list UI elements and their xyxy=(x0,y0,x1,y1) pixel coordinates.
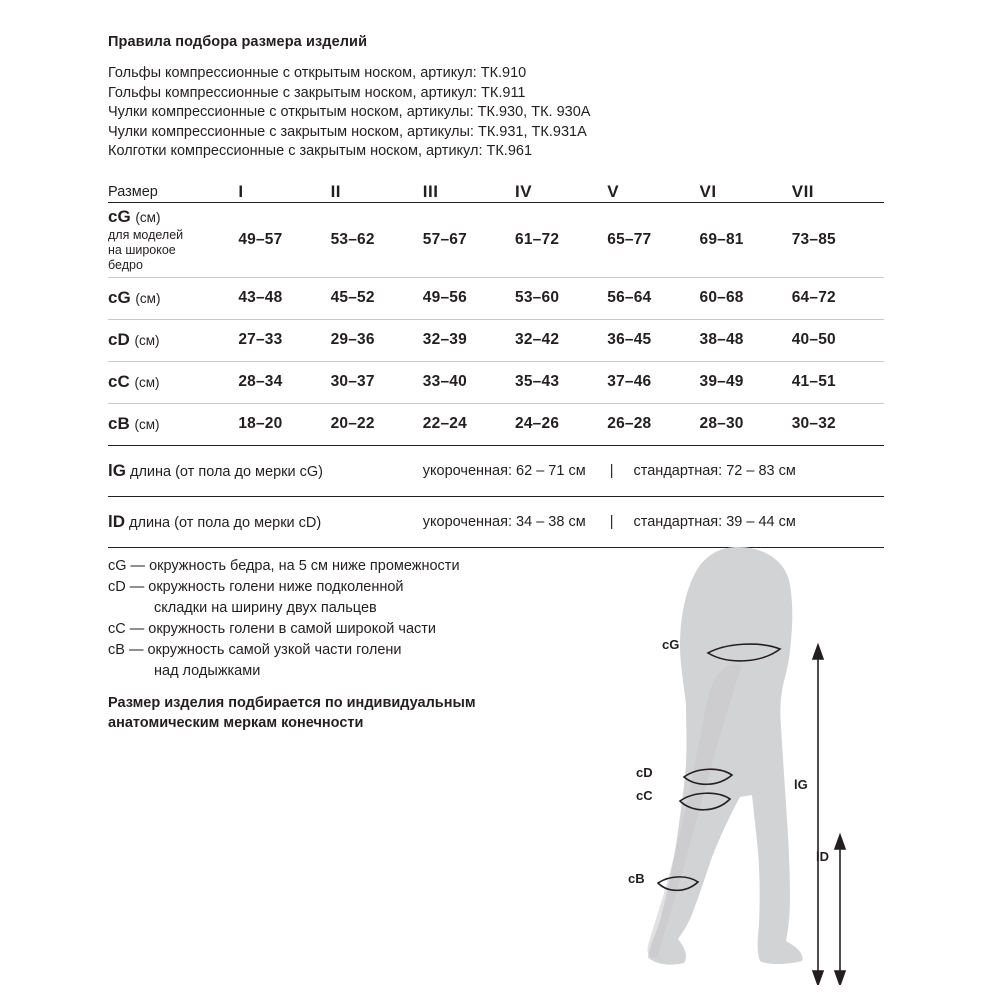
length-arrows xyxy=(813,645,845,985)
cell-value: 18–20 xyxy=(238,403,330,445)
legend-line-cB: cB — окружность самой узкой части голени xyxy=(108,642,402,658)
cell-value: 32–42 xyxy=(515,319,607,361)
row-label-cC xyxy=(108,361,238,403)
row-label-cG-wide xyxy=(108,202,238,277)
cell-value: 60–68 xyxy=(700,277,792,319)
row-label-text: cB xyxy=(108,414,130,433)
cell-value: 35–43 xyxy=(515,361,607,403)
length-standard: стандартная: 39 – 44 см xyxy=(633,513,796,530)
legend-line-cD-cont: складки на ширину двух пальцев xyxy=(154,600,377,616)
cell-value: 43–48 xyxy=(238,277,330,319)
length-standard: стандартная: 72 – 83 см xyxy=(633,462,796,479)
cell-value: 22–24 xyxy=(423,403,515,445)
cell-value: 49–57 xyxy=(238,202,330,277)
row-label-unit: (см) xyxy=(134,417,160,432)
cell-value: 39–49 xyxy=(700,361,792,403)
length-values-lD xyxy=(423,496,884,547)
cell-value: 30–32 xyxy=(792,403,884,445)
page-title: Правила подбора размера изделий xyxy=(108,34,368,50)
table-row xyxy=(108,319,884,361)
cell-value: 65–77 xyxy=(607,202,699,277)
row-label-text: cG xyxy=(108,288,131,307)
length-code: lD xyxy=(108,511,125,531)
product-line: Гольфы компрессионные с закрытым носком, артикул: ТК.911 xyxy=(108,84,526,101)
cell-value: 53–62 xyxy=(331,202,423,277)
table-row xyxy=(108,403,884,445)
length-short: укороченная: 34 – 38 см xyxy=(422,513,586,530)
cell-value: 56–64 xyxy=(607,277,699,319)
length-values-lG xyxy=(423,445,884,496)
legend-line-cC: cC — окружность голени в самой широкой части xyxy=(108,621,436,637)
column-header-I: I xyxy=(238,182,330,203)
cell-value: 45–52 xyxy=(331,277,423,319)
size-table xyxy=(108,182,884,548)
length-row-lD xyxy=(108,496,884,547)
legend xyxy=(108,556,578,733)
length-separator: | xyxy=(609,462,614,479)
product-line: Гольфы компрессионные с открытым носком, артикул: ТК.910 xyxy=(108,65,527,81)
cell-value: 36–45 xyxy=(607,319,699,361)
cell-value: 53–60 xyxy=(515,277,607,319)
figure-svg xyxy=(590,545,890,985)
row-label-text: cD xyxy=(108,330,130,349)
legend-line-cB-cont: над лодыжками xyxy=(154,663,261,679)
product-line: Чулки компрессионные с открытым носком, артикулы: ТК.930, ТК. 930А xyxy=(108,104,591,120)
lD-arrow-head-top xyxy=(835,835,845,849)
cell-value: 24–26 xyxy=(515,403,607,445)
length-text: длина (от пола до мерки cD) xyxy=(129,514,322,531)
row-label-text: cG xyxy=(108,206,131,226)
length-separator: | xyxy=(609,513,614,530)
cell-value: 49–56 xyxy=(423,277,515,319)
column-header-IV: IV xyxy=(515,182,607,203)
cell-value: 57–67 xyxy=(423,202,515,277)
row-label-sub: для моделей на широкое бедро xyxy=(108,227,184,272)
cell-value: 32–39 xyxy=(423,319,515,361)
legend-note-line1: Размер изделия подбирается по индивидуальным xyxy=(108,695,476,711)
cell-value: 69–81 xyxy=(700,202,792,277)
column-header-V: V xyxy=(607,182,699,203)
body-silhouette xyxy=(647,547,802,965)
product-line: Чулки компрессионные с закрытым носком, артикулы: ТК.931, ТК.931А xyxy=(108,123,587,140)
cell-value: 41–51 xyxy=(792,361,884,403)
leg-measurement-figure xyxy=(590,545,890,985)
length-text: длина (от пола до мерки cG) xyxy=(129,463,323,480)
cell-value: 38–48 xyxy=(700,319,792,361)
lG-arrow-head-bottom xyxy=(813,971,823,985)
figure-label-cC: cC xyxy=(636,788,653,803)
length-label-lD xyxy=(108,496,423,547)
legend-note-line2: анатомическим меркам конечности xyxy=(108,715,364,731)
cell-value: 28–30 xyxy=(700,403,792,445)
cell-value: 61–72 xyxy=(515,202,607,277)
document-content xyxy=(108,34,884,548)
row-label-cD xyxy=(108,319,238,361)
row-label-text: cC xyxy=(108,372,130,391)
row-label-unit: (см) xyxy=(135,291,161,306)
cell-value: 26–28 xyxy=(607,403,699,445)
product-line: Колготки компрессионные с закрытым носком, артикул: ТК.961 xyxy=(108,143,533,159)
row-label-cG xyxy=(108,277,238,319)
product-list xyxy=(108,64,884,162)
table-row xyxy=(108,361,884,403)
cell-value: 20–22 xyxy=(331,403,423,445)
length-label-lG xyxy=(108,445,423,496)
cell-value: 40–50 xyxy=(792,319,884,361)
table-row xyxy=(108,202,884,277)
cell-value: 27–33 xyxy=(238,319,330,361)
figure-label-cG: cG xyxy=(662,637,680,652)
length-short: укороченная: 62 – 71 см xyxy=(422,462,586,479)
column-header-III: III xyxy=(423,182,515,203)
figure-label-cB: cB xyxy=(628,871,645,886)
row-label-unit: (см) xyxy=(134,375,160,390)
lD-arrow-head-bottom xyxy=(835,971,845,985)
legend-line-cD: cD — окружность голени ниже подколенной xyxy=(108,579,404,595)
row-label-unit: (см) xyxy=(135,209,161,225)
column-header-II: II xyxy=(331,182,423,203)
cell-value: 33–40 xyxy=(423,361,515,403)
length-code: lG xyxy=(108,460,126,480)
figure-label-cD: cD xyxy=(636,765,653,780)
length-row-lG xyxy=(108,445,884,496)
row-label-unit: (см) xyxy=(134,333,160,348)
lG-arrow-head-top xyxy=(813,645,823,659)
cell-value: 28–34 xyxy=(238,361,330,403)
legend-line-cG: cG — окружность бедра, на 5 см ниже промежности xyxy=(108,558,460,574)
figure-label-lD: lD xyxy=(816,849,829,864)
column-header-size: Размер xyxy=(108,182,238,203)
row-label-cB xyxy=(108,403,238,445)
cell-value: 29–36 xyxy=(331,319,423,361)
table-row xyxy=(108,277,884,319)
figure-label-lG: lG xyxy=(794,777,808,792)
table-header-row xyxy=(108,182,884,203)
cell-value: 64–72 xyxy=(792,277,884,319)
cell-value: 30–37 xyxy=(331,361,423,403)
column-header-VI: VI xyxy=(700,182,792,203)
column-header-VII: VII xyxy=(792,182,884,203)
cell-value: 73–85 xyxy=(792,202,884,277)
cell-value: 37–46 xyxy=(607,361,699,403)
